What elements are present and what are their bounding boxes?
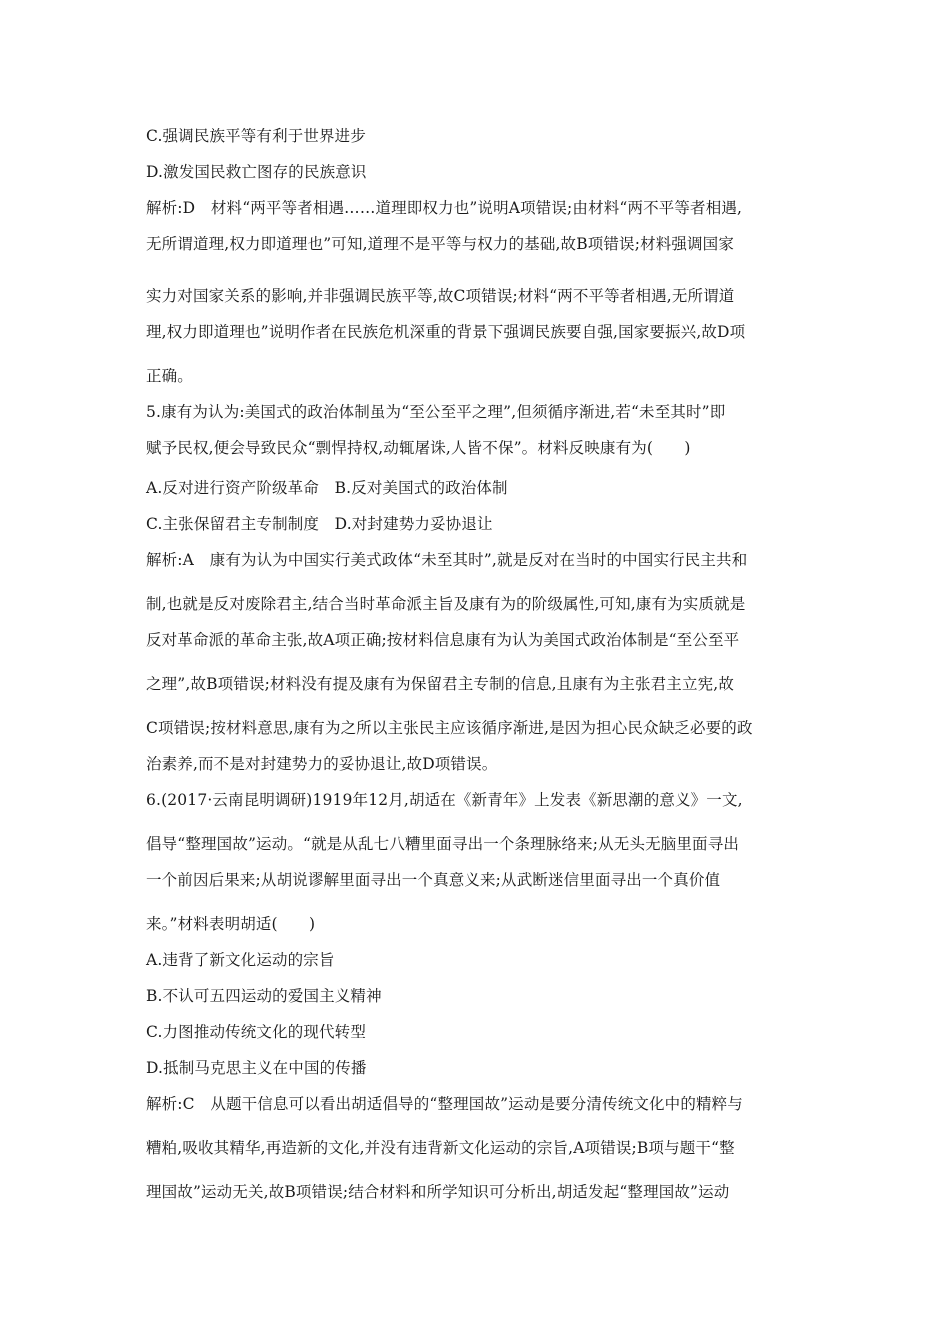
question-5-options-ab: A.反对进行资产阶级革命 B.反对美国式的政治体制 bbox=[146, 479, 508, 497]
question-5-options-cd: C.主张保留君主专制制度 D.对封建势力妥协退让 bbox=[146, 515, 493, 533]
question-6-line-1: 6.(2017·云南昆明调研)1919年12月,胡适在《新青年》上发表《新思潮的意义》一文, bbox=[146, 791, 743, 809]
analysis-5-line-2: 制,也就是反对废除君主,结合当时革命派主旨及康有为的阶级属性,可知,康有为实质就是 bbox=[146, 595, 746, 613]
analysis-4-line-5: 正确。 bbox=[146, 367, 193, 385]
question-6-line-2: 倡导“整理国故”运动。“就是从乱七八糟里面寻出一个条理脉络来;从无头无脑里面寻出 bbox=[146, 835, 739, 853]
option-c-text: C.强调民族平等有利于世界进步 bbox=[146, 127, 366, 145]
analysis-6-line-2: 糟粕,吸收其精华,再造新的文化,并没有违背新文化运动的宗旨,A项错误;B项与题干“整 bbox=[146, 1139, 735, 1157]
question-5-line-2: 赋予民权,便会导致民众“剽悍持权,动辄屠诛,人皆不保”。材料反映康有为( ) bbox=[146, 439, 691, 457]
analysis-4-line-4: 理,权力即道理也”说明作者在民族危机深重的背景下强调民族要自强,国家要振兴,故D项 bbox=[146, 323, 746, 341]
analysis-4-line-1: 解析:D 材料“两平等者相遇……道理即权力也”说明A项错误;由材料“两不平等者相遇, bbox=[146, 199, 743, 217]
analysis-6-line-3: 理国故”运动无关,故B项错误;结合材料和所学知识可分析出,胡适发起“整理国故”运动 bbox=[146, 1183, 730, 1201]
question-6-option-c: C.力图推动传统文化的现代转型 bbox=[146, 1023, 366, 1041]
analysis-4-line-3: 实力对国家关系的影响,并非强调民族平等,故C项错误;材料“两不平等者相遇,无所谓道 bbox=[146, 287, 735, 305]
question-5-line-1: 5.康有为认为:美国式的政治体制虽为“至公至平之理”,但须循序渐进,若“未至其时”即 bbox=[146, 403, 726, 421]
question-6-option-b: B.不认可五四运动的爱国主义精神 bbox=[146, 987, 382, 1005]
analysis-4-line-2: 无所谓道理,权力即道理也”可知,道理不是平等与权力的基础,故B项错误;材料强调国家 bbox=[146, 235, 734, 253]
question-6-line-3: 一个前因后果来;从胡说谬解里面寻出一个真意义来;从武断迷信里面寻出一个真价值 bbox=[146, 871, 721, 889]
question-6-line-4: 来。”材料表明胡适( ) bbox=[146, 915, 316, 933]
analysis-6-line-1: 解析:C 从题干信息可以看出胡适倡导的“整理国故”运动是要分清传统文化中的精粹与 bbox=[146, 1095, 743, 1113]
question-6-option-a: A.违背了新文化运动的宗旨 bbox=[146, 951, 335, 969]
option-d-text: D.激发国民救亡图存的民族意识 bbox=[146, 163, 367, 181]
analysis-5-line-5: C项错误;按材料意思,康有为之所以主张民主应该循序渐进,是因为担心民众缺乏必要的政 bbox=[146, 719, 753, 737]
analysis-5-line-1: 解析:A 康有为认为中国实行美式政体“未至其时”,就是反对在当时的中国实行民主共和 bbox=[146, 551, 748, 569]
analysis-5-line-6: 治素养,而不是对封建势力的妥协退让,故D项错误。 bbox=[146, 755, 498, 773]
question-6-option-d: D.抵制马克思主义在中国的传播 bbox=[146, 1059, 367, 1077]
analysis-5-line-3: 反对革命派的革命主张,故A项正确;按材料信息康有为认为美国式政治体制是“至公至平 bbox=[146, 631, 740, 649]
analysis-5-line-4: 之理”,故B项错误;材料没有提及康有为保留君主专制的信息,且康有为主张君主立宪,故 bbox=[146, 675, 734, 693]
